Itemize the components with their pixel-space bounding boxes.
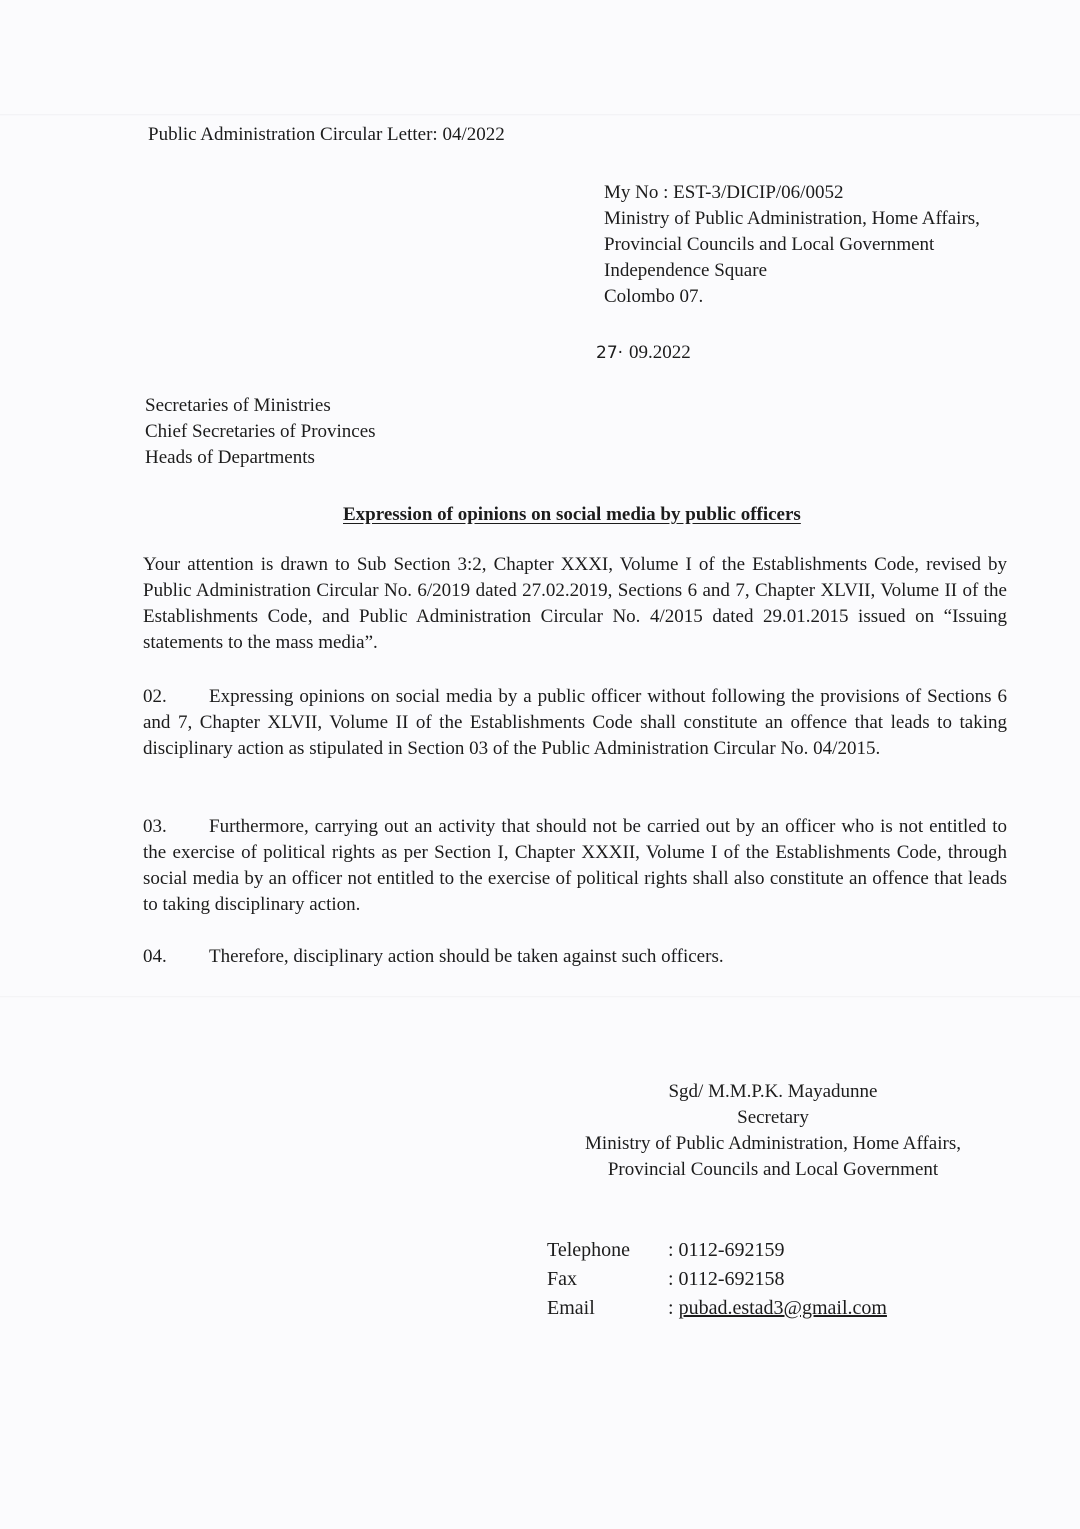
circular-letter-number: Public Administration Circular Letter: 04/2022 [148, 124, 505, 145]
contact-row-telephone [547, 1236, 887, 1265]
email-label: Email [547, 1297, 595, 1319]
paragraph-text: Furthermore, carrying out an activity that should not be carried out by an officer who is not entitled to the exercise of political rights as per Section I, Chapter XXXII, Volume I of the Establishments Code, through social media by an officer not entitled to the exercise of political rights shall also constitute an offence that leads to taking disciplinary action. [143, 816, 1007, 915]
signature-block [573, 1079, 973, 1183]
fax-value: : 0112-692158 [668, 1268, 785, 1290]
signatory-ministry-line2: Provincial Councils and Local Government [607, 1159, 939, 1180]
ministry-name-line2: Provincial Councils and Local Government [604, 234, 935, 255]
address-line2: Colombo 07. [604, 286, 704, 307]
address-line1: Independence Square [604, 260, 768, 281]
paragraph-number: 04. [143, 946, 167, 967]
ministry-name-line1: Ministry of Public Administration, Home Affairs, [604, 208, 980, 229]
paragraph-number: 02. [143, 686, 167, 707]
paragraph-text: Therefore, disciplinary action should be taken against such officers. [209, 946, 724, 967]
signatory-title: Secretary [737, 1107, 809, 1128]
paragraph-3 [143, 814, 1007, 918]
paragraph-2 [143, 684, 1007, 762]
recipient: Heads of Departments [145, 447, 315, 468]
email-value [668, 1294, 887, 1323]
paragraph-number: 03. [143, 816, 167, 837]
telephone-value: : 0112-692159 [668, 1239, 785, 1261]
recipient: Chief Secretaries of Provinces [145, 421, 376, 442]
sender-address-block [604, 180, 980, 310]
contact-row-email [547, 1294, 887, 1323]
date-month-year: 09.2022 [629, 342, 691, 363]
recipients-block [145, 393, 376, 471]
subject-heading: Expression of opinions on social media by public officers [343, 504, 801, 525]
signatory-name: Sgd/ M.M.P.K. Mayadunne [668, 1081, 878, 1102]
handwritten-day: 27· [596, 343, 624, 363]
fax-label: Fax [547, 1268, 577, 1290]
email-prefix: : [668, 1297, 679, 1319]
contact-row-fax [547, 1265, 887, 1294]
reference-number: My No : EST-3/DICIP/06/0052 [604, 182, 844, 203]
contact-block [547, 1236, 887, 1323]
page-fold-line [0, 114, 1080, 116]
email-link[interactable]: pubad.estad3@gmail.com [678, 1297, 887, 1319]
letter-date [596, 340, 691, 366]
paragraph-1: Your attention is drawn to Sub Section 3:2, Chapter XXXI, Volume I of the Establishments Code, revised by Public Administration Circular No. 6/2019 dated 27.02.2019, Sections 6 and 7, Chapter XLVII, Volume II of the Establishments Code, and Public Administration Circular No. 4/2015 dated 29.01.2015 issued on “Issuing statements to the mass media”. [143, 554, 1007, 653]
paragraph-text: Expressing opinions on social media by a public officer without following the provisions of Sections 6 and 7, Chapter XLVII, Volume II of the Establishments Code shall constitute an offence that leads to taking disciplinary action as stipulated in Section 03 of the Public Administration Circular No. 04/2015. [143, 686, 1007, 759]
telephone-label: Telephone [547, 1239, 631, 1261]
paragraph-4 [143, 944, 1007, 970]
signatory-ministry-line1: Ministry of Public Administration, Home Affairs, [585, 1133, 961, 1154]
page-fold-line-lower [0, 996, 1080, 998]
recipient: Secretaries of Ministries [145, 395, 331, 416]
